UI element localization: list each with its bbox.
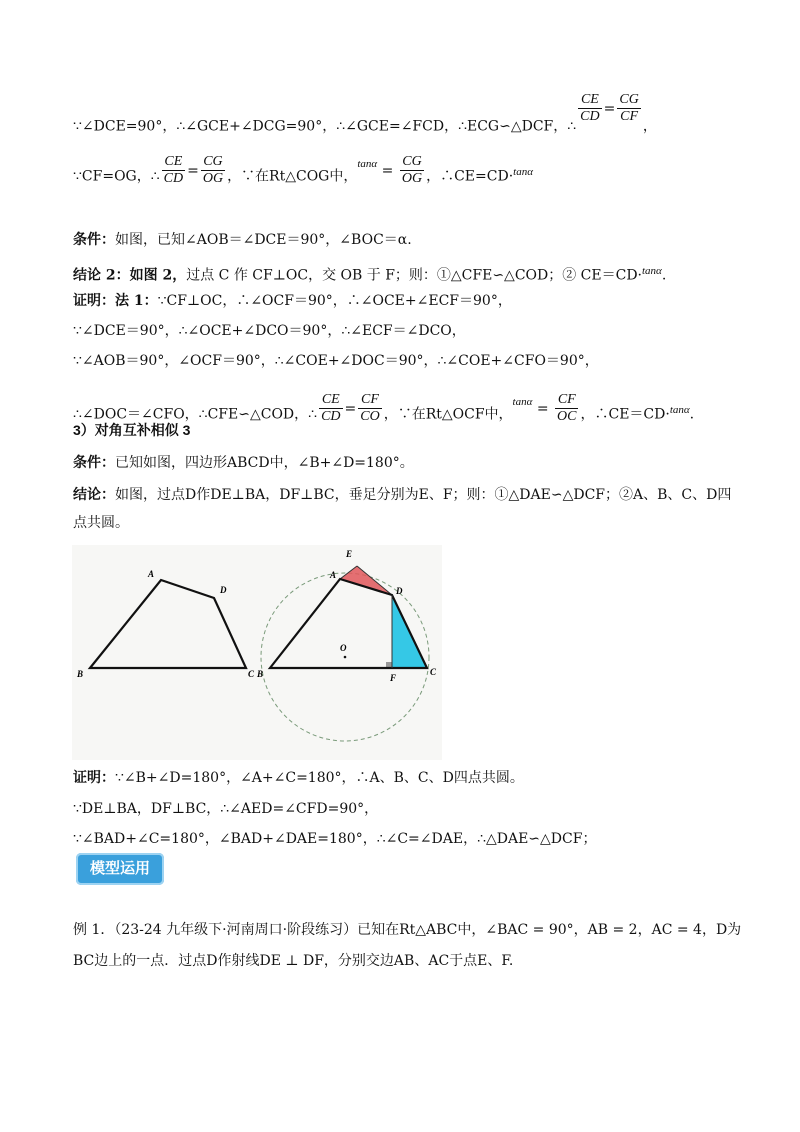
proof-line-1: ∵∠DCE=90°，∴∠GCE+∠DCG=90°，∴∠GCE=∠FCD，∴ECG∽△DCF，∴ $\frac{CE}{CD}$ = $\frac{CG}{CF}$ ， [73, 92, 657, 135]
proof-line-12: 证明：∵∠B+∠D=180°，∠A+∠C=180°，∴A、B、C、D四点共圆。 [73, 770, 524, 786]
fraction-ce-cd: $\frac{CE}{CD}$ [163, 154, 184, 186]
conclusion-line-3: 结论：如图，过点D作DE⊥BA，DF⊥BC，垂足分别为E、F；则：①△DAE∽△DCF；②A、B、C、D四 [73, 487, 732, 503]
condition-line: 条件：如图，已知∠AOB＝∠DCE＝90°，∠BOC＝α. [73, 232, 412, 248]
conclusion-2-line: 结论 2：如图 2，过点 C 作 CF⊥OC，交 OB 于 F；则：①△CFE∽△COD；② CE＝CD·$^{tan\alpha}$. [73, 265, 667, 284]
proof-method-1-line: 证明：法 1：∵CF⊥OC，∴∠OCF＝90°，∴∠OCE+∠ECF＝90°， [73, 293, 512, 309]
label-c: C [248, 669, 255, 679]
proof-line-6: ∵∠DCE＝90°，∴∠OCE+∠DCO＝90°，∴∠ECF＝∠DCO， [73, 323, 466, 339]
condition-line-3: 条件：已知如图，四边形ABCD中，∠B+∠D=180°。 [73, 455, 414, 471]
section-heading-3: 3）对角互补相似 3 [73, 422, 191, 438]
example-1-line-1: 例 1．（23-24 九年级下·河南周口·阶段练习）已知在Rt△ABC中，∠BAC = 90°，AB = 2，AC = 4，D为 [73, 922, 742, 938]
proof-line-13: ∵DE⊥BA，DF⊥BC，∴∠AED=∠CFD=90°， [73, 801, 379, 817]
proof-line-14: ∵∠BAD+∠C=180°，∠BAD+∠DAE=180°，∴∠C=∠DAE，∴△DAE∽△DCF； [73, 831, 597, 847]
fraction-cg-cf: $\frac{CG}{CF}$ [619, 92, 639, 124]
quadrilateral-figure [72, 545, 442, 760]
proof-line-2: ∵CF=OG，∴ $\frac{CE}{CD}$ = $\frac{CG}{OG}$ ，∵在Rt△COG中，$^{tan\alpha}$ = $\frac{CG}{OG}$ ，∴CE=CD·$^{tan\alpha}$ [73, 154, 533, 186]
label-d2: D [396, 586, 403, 596]
fraction-cf-co: $\frac{CF}{CO}$ [360, 392, 380, 424]
label-c2: C [430, 667, 437, 677]
label-f: F [390, 673, 397, 683]
fraction-ce-cd: $\frac{CE}{CD}$ [321, 392, 341, 424]
example-1-line-2: BC边上的一点．过点D作射线DE ⊥ DF，分别交边AB、AC于点E、F. [73, 953, 514, 969]
fraction-cg-og-2: $\frac{CG}{OG}$ [401, 154, 423, 186]
label-b2: B [257, 669, 264, 679]
conclusion-line-3b: 点共圆。 [73, 515, 129, 531]
label-o: O [340, 643, 347, 653]
fraction-cg-og: $\frac{CG}{OG}$ [202, 154, 224, 186]
proof-line-8: ∴∠DOC＝∠CFO，∴CFE∽△COD，∴ $\frac{CE}{CD}$ = $\frac{CF}{CO}$ ，∵在Rt△OCF中，$^{tan\alpha}$ = $\frac{CF}{OC}$ ，∴CE＝CD·$^{tan\alpha}$. [73, 392, 695, 424]
fraction-cf-oc: $\frac{CF}{OC}$ [557, 392, 577, 424]
fraction-ce-cd: $\frac{CE}{CD}$ [580, 92, 600, 124]
proof-line-7: ∵∠AOB＝90°，∠OCF＝90°，∴∠COE+∠DOC＝90°，∴∠COE+∠CFO＝90°， [73, 353, 599, 369]
label-d: D [220, 585, 227, 595]
label-e: E [346, 549, 353, 559]
model-application-badge: 模型运用 [76, 853, 164, 885]
label-b: B [77, 669, 84, 679]
label-a: A [148, 569, 155, 579]
label-a2: A [330, 570, 337, 580]
